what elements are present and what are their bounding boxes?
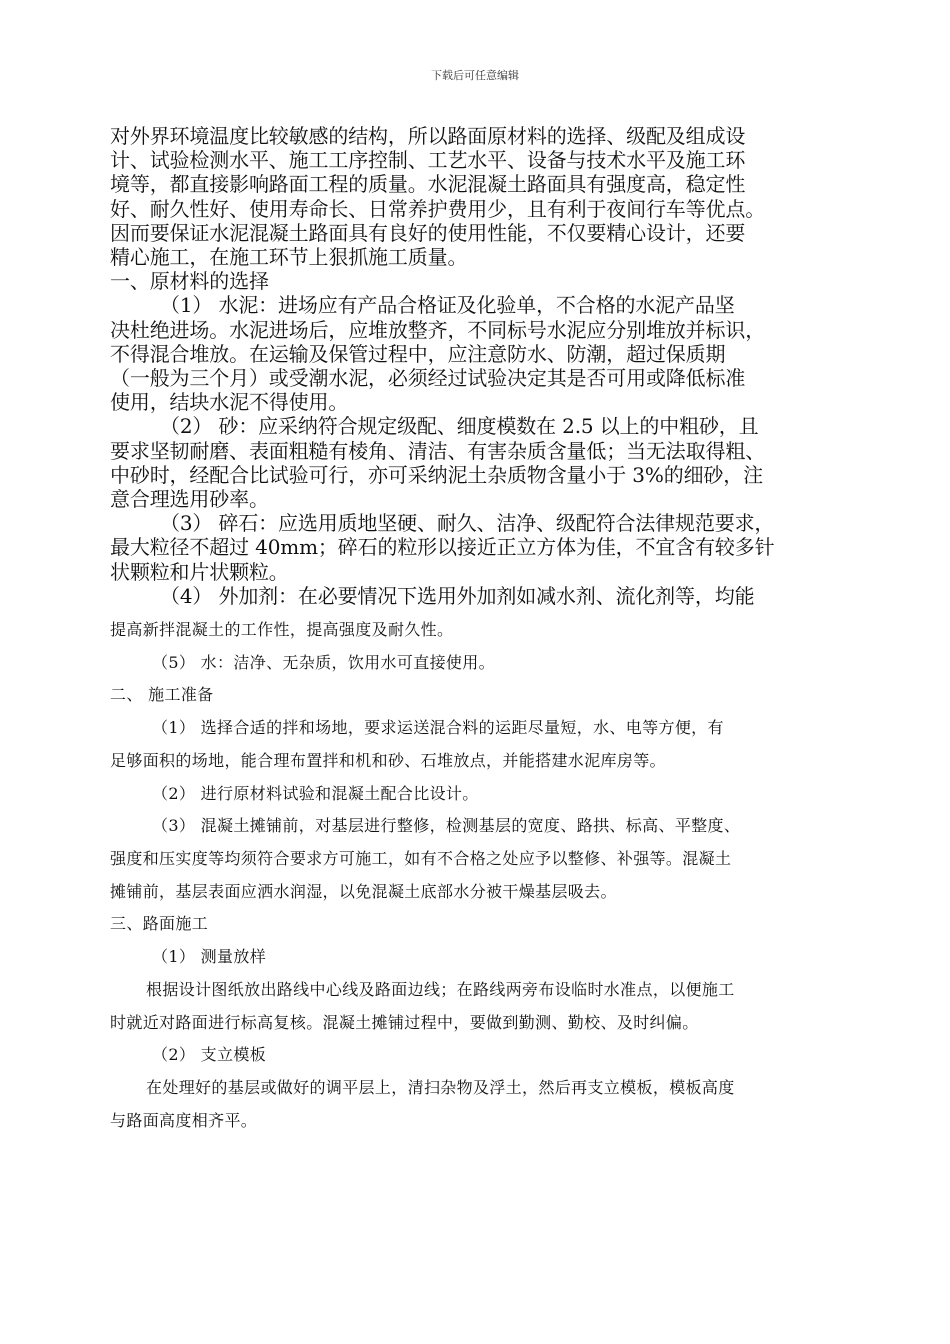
body-block-1 (110, 124, 845, 608)
text-line: 使用，结块水泥不得使用。 (110, 390, 349, 415)
text-line: 状颗粒和片状颗粒。 (110, 559, 289, 584)
text-line: 足够面积的场地，能合理布置拌和机和砂、石堆放点，并能搭建水泥库房等。 (110, 750, 666, 770)
text-line: （1） 选择合适的拌和场地，要求运送混合料的运距尽量短，水、电等方便，有 (152, 718, 724, 738)
text-line: （5） 水：洁净、无杂质，饮用水可直接使用。 (152, 652, 495, 672)
section-heading-1: 一、原材料的选择 (110, 269, 269, 294)
text-line: 精心施工，在施工环节上狠抓施工质量。 (110, 245, 468, 270)
text-line: 最大粒径不超过 40mm；碎石的粒形以接近正立方体为佳，不宜含有较多针 (110, 535, 775, 560)
text-line: 中砂时，经配合比试验可行，亦可采纳泥土杂质物含量小于 3%的细砂，注 (110, 462, 763, 487)
section-heading-2: 二、 施工准备 (110, 685, 214, 705)
text-line: 时就近对路面进行标高复核。混凝土摊铺过程中，要做到勤测、勤校、及时纠偏。 (110, 1012, 699, 1032)
text-line: 意合理选用砂率。 (110, 487, 269, 512)
text-line: （3） 碎石：应选用质地坚硬、耐久、洁净、级配符合法律规范要求， (160, 511, 775, 536)
section-heading-3: 三、路面施工 (110, 914, 209, 934)
text-line: 境等，都直接影响路面工程的质量。水泥混凝土路面具有强度高，稳定性 (110, 172, 746, 197)
text-line: （3） 混凝土摊铺前，对基层进行整修，检测基层的宽度、路拱、标高、平整度、 (152, 816, 741, 836)
text-line: （4） 外加剂：在必要情况下选用外加剂如减水剂、流化剂等，均能 (160, 583, 755, 608)
text-line: 提高新拌混凝土的工作性，提高强度及耐久性。 (110, 620, 454, 640)
text-line: 不得混合堆放。在运输及保管过程中，应注意防水、防潮，超过保质期 (110, 341, 726, 366)
text-line: 与路面高度相齐平。 (110, 1110, 258, 1130)
text-line: 计、试验检测水平、施工工序控制、工艺水平、设备与技术水平及施工环 (110, 148, 746, 173)
text-line: （一般为三个月）或受潮水泥，必须经过试验决定其是否可用或降低标准 (110, 366, 746, 391)
text-line: （1） 测量放样 (152, 947, 267, 967)
text-line: （2） 砂：应采纳符合规定级配、细度模数在 2.5 以上的中粗砂，且 (160, 414, 759, 439)
document-body (110, 124, 845, 1137)
text-line: 对外界环境温度比较敏感的结构，所以路面原材料的选择、级配及组成设 (110, 124, 746, 148)
body-block-2 (110, 614, 845, 1137)
page-header: 下载后可任意编辑 (431, 69, 519, 82)
text-line: 好、耐久性好、使用寿命长、日常养护费用少，且有利于夜间行车等优点。 (110, 196, 766, 221)
text-line: （2） 支立模板 (152, 1045, 267, 1065)
text-line: 因而要保证水泥混凝土路面具有良好的使用性能，不仅要精心设计，还要 (110, 220, 746, 245)
text-line: 强度和压实度等均须符合要求方可施工，如有不合格之处应予以整修、补强等。混凝土 (110, 848, 732, 868)
text-line: 要求坚韧耐磨、表面粗糙有棱角、清洁、有害杂质含量低；当无法取得粗、 (110, 438, 766, 463)
text-line: 根据设计图纸放出路线中心线及路面边线；在路线两旁布设临时水准点，以便施工 (146, 979, 735, 999)
text-line: 摊铺前，基层表面应洒水润湿，以免混凝土底部水分被干燥基层吸去。 (110, 881, 617, 901)
text-line: （1） 水泥：进场应有产品合格证及化验单，不合格的水泥产品坚 (160, 293, 735, 318)
text-line: 在处理好的基层或做好的调平层上，清扫杂物及浮土，然后再支立模板，模板高度 (146, 1077, 735, 1097)
text-line: 决杜绝进场。水泥进场后，应堆放整齐，不同标号水泥应分别堆放并标识， (110, 317, 766, 342)
text-line: （2） 进行原材料试验和混凝土配合比设计。 (152, 783, 479, 803)
